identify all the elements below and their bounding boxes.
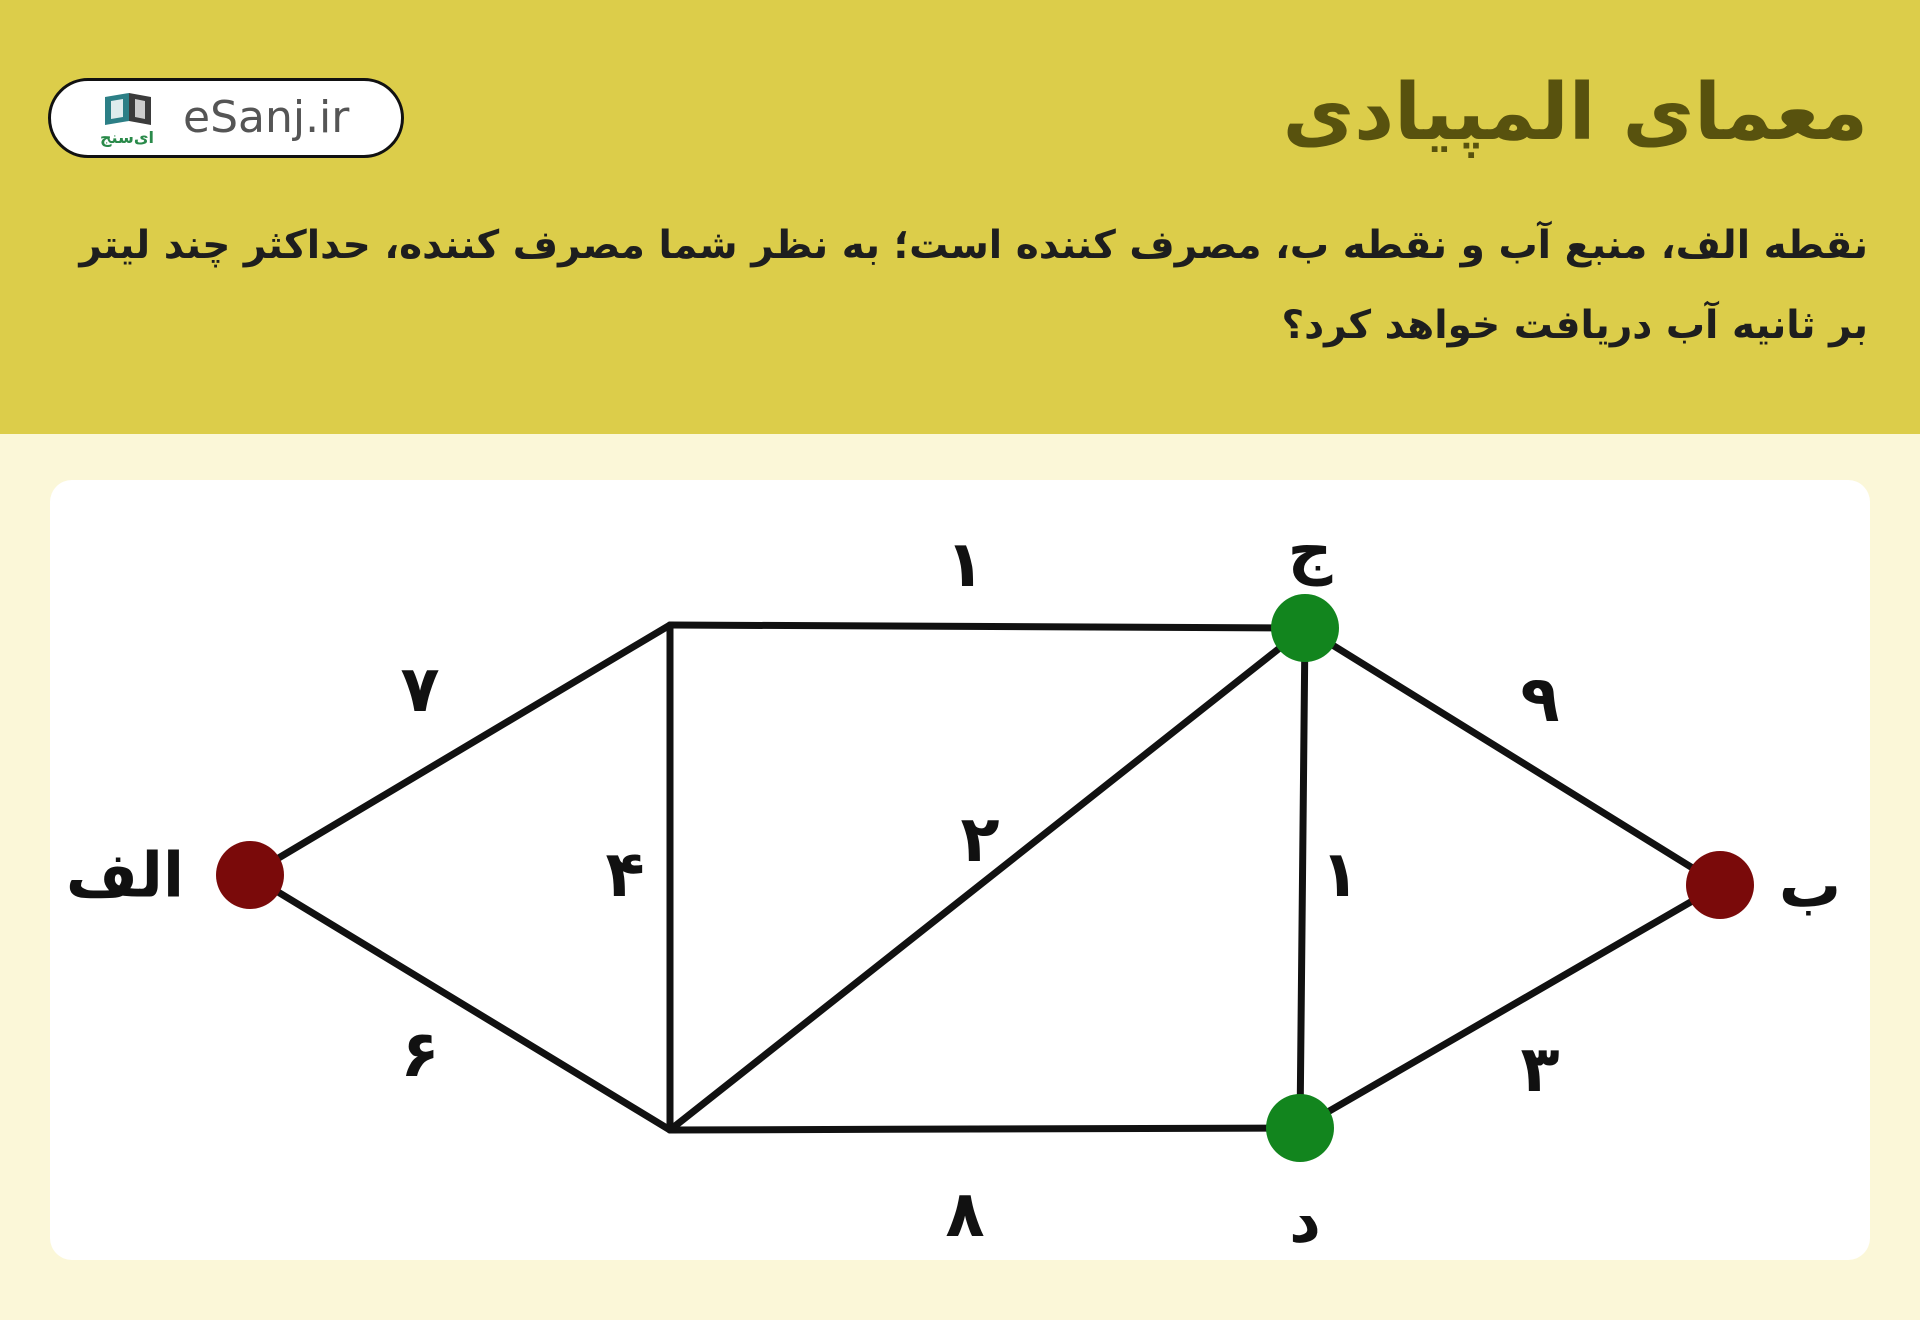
edge-bottom-jim (670, 628, 1305, 1130)
logo-emblem-text: ای‌سنج (100, 128, 154, 147)
edge-capacity-label: ۷ (400, 653, 440, 727)
edge-top-jim (670, 625, 1305, 628)
edge-capacity-label: ۹ (1520, 663, 1560, 737)
node-label-dal: د (1289, 1183, 1321, 1257)
edge-capacity-label: ۳ (1520, 1033, 1560, 1107)
page-title: معمای المپیادی (1282, 68, 1868, 158)
edge-jim-be (1305, 628, 1720, 885)
node-label-jim: ج (1287, 513, 1333, 587)
flow-network-diagram (50, 480, 1870, 1260)
edge-capacity-label: ۱ (1320, 838, 1360, 912)
node-label-be: ب (1778, 848, 1842, 922)
node-label-alef: الف (65, 838, 185, 912)
edge-capacity-label: ۴ (605, 838, 645, 912)
node-alef (216, 841, 284, 909)
logo-text: eSanj.ir (183, 92, 350, 143)
puzzle-question: نقطه الف، منبع آب و نقطه ب، مصرف کننده است؛ به نظر شما مصرف کننده، حداکثر چند لیتر بر ثانیه آب دریافت خواهد کرد؟ (79, 223, 1868, 348)
edge-jim-dal (1300, 628, 1305, 1128)
node-jim (1271, 594, 1339, 662)
edge-alef-bottom (250, 875, 670, 1130)
edge-dal-be (1300, 885, 1720, 1128)
diagram-card (50, 480, 1870, 1260)
node-dal (1266, 1094, 1334, 1162)
edge-capacity-label: ۲ (960, 803, 1000, 877)
edge-capacity-label: ۱ (945, 528, 985, 602)
esanj-book-logo-icon (85, 91, 169, 151)
edge-bottom-dal (670, 1128, 1300, 1130)
header-banner (0, 0, 1920, 434)
esanj-logo-badge[interactable] (48, 78, 404, 158)
edge-capacity-label: ۶ (400, 1018, 440, 1092)
edge-capacity-label: ۸ (945, 1178, 985, 1252)
node-be (1686, 851, 1754, 919)
